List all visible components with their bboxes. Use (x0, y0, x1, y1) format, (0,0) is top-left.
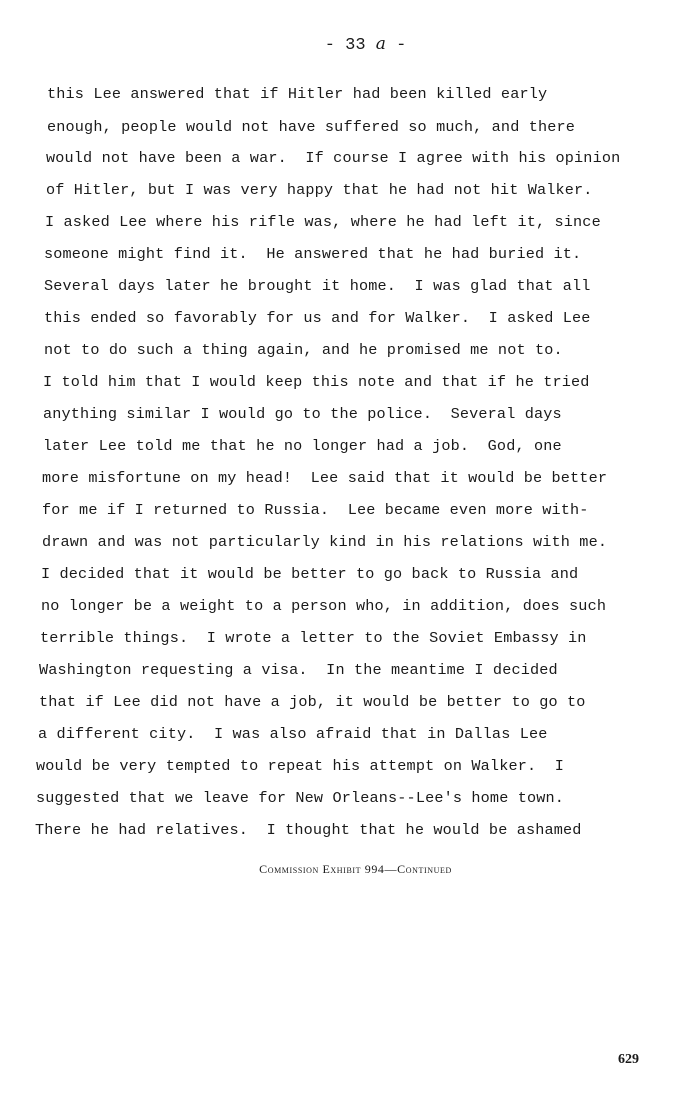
text-line: I asked Lee where his rifle was, where he had left it, since (45, 213, 601, 231)
text-line: that if Lee did not have a job, it would be better to go to (39, 693, 586, 711)
header-page-number: 33 (345, 36, 366, 55)
text-line: terrible things. I wrote a letter to the Soviet Embassy in (40, 629, 587, 647)
text-line: would be very tempted to repeat his attempt on Walker. I (36, 757, 565, 775)
text-line: I decided that it would be better to go back to Russia and (41, 565, 579, 583)
text-line: would not have been a war. If course I agree with his opinion (46, 149, 621, 167)
text-line: this Lee answered that if Hitler had been killed early (47, 85, 548, 103)
text-line: more misfortune on my head! Lee said that it would be better (42, 469, 608, 487)
text-line: Washington requesting a visa. In the meantime I decided (39, 661, 558, 679)
page-header (0, 34, 691, 55)
text-line: suggested that we leave for New Orleans--Lee's home town. (36, 789, 565, 807)
text-line: for me if I returned to Russia. Lee became even more with- (42, 501, 589, 519)
text-line: Several days later he brought it home. I was glad that all (44, 277, 591, 295)
text-line: a different city. I was also afraid that in Dallas Lee (38, 725, 548, 743)
text-line: no longer be a weight to a person who, in addition, does such (41, 597, 607, 615)
text-line: drawn and was not particularly kind in his relations with me. (42, 533, 608, 551)
text-line: someone might find it. He answered that he had buried it. (44, 245, 582, 263)
text-line: not to do such a thing again, and he promised me not to. (44, 341, 563, 359)
page-number: 629 (618, 1052, 639, 1067)
header-dash-left: - (324, 36, 346, 55)
text-line: later Lee told me that he no longer had a job. God, one (43, 437, 562, 455)
header-dash-right: - (385, 36, 407, 55)
text-line: enough, people would not have suffered so much, and there (47, 118, 576, 136)
header-handwritten-letter: a (375, 34, 386, 54)
text-line: I told him that I would keep this note and that if he tried (43, 373, 590, 391)
text-line: There he had relatives. I thought that he would be ashamed (35, 821, 582, 839)
text-line: this ended so favorably for us and for Walker. I asked Lee (44, 309, 591, 327)
text-line: anything similar I would go to the police. Several days (43, 405, 562, 423)
text-line: of Hitler, but I was very happy that he had not hit Walker. (46, 181, 593, 199)
exhibit-caption: Commission Exhibit 994—Continued (259, 862, 452, 876)
